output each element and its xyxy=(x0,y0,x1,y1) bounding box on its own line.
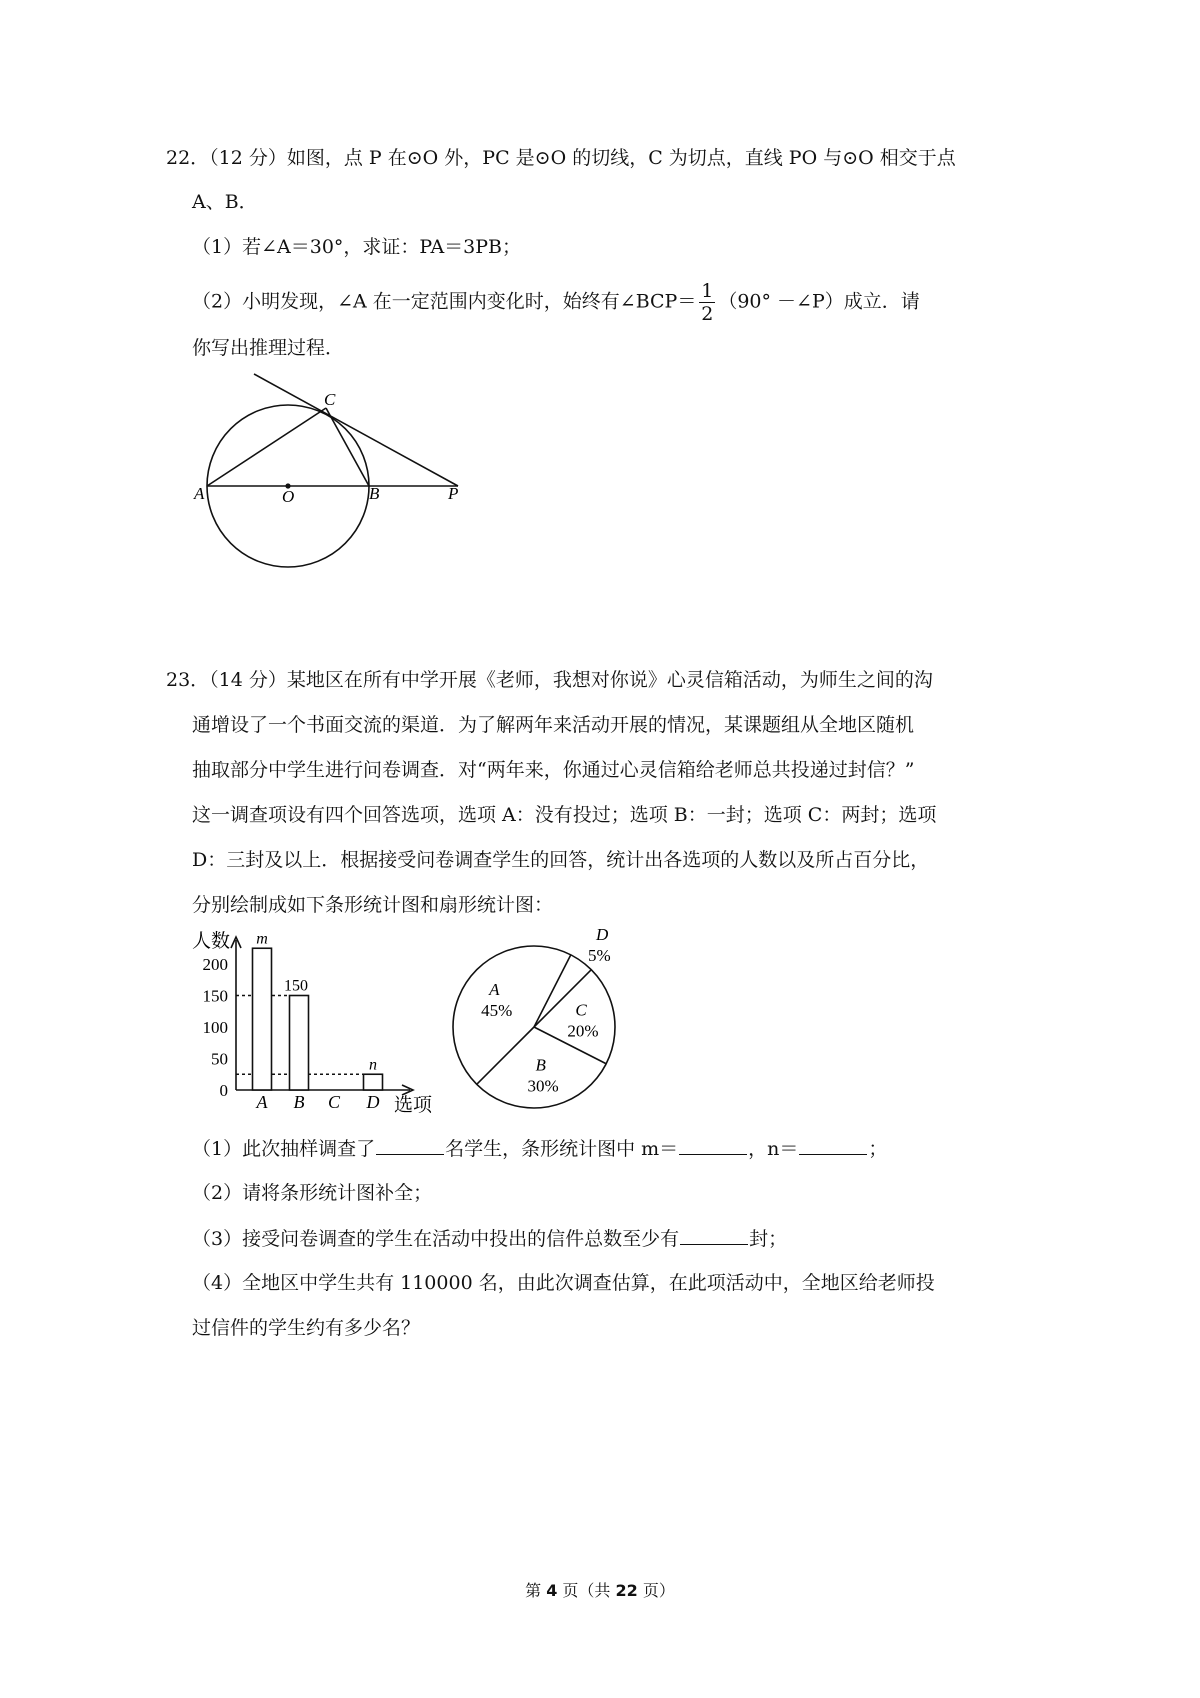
bar-chart-xlabel: 选项 xyxy=(394,1095,433,1116)
pie-layer xyxy=(453,925,615,1108)
q23-line: 这一调查项设有四个回答选项，选项 A：没有投过；选项 B：一封；选项 C：两封；选项 xyxy=(192,804,937,826)
q23-sub2: （2）请将条形统计图补全； xyxy=(192,1182,433,1204)
footer-pre: 第 xyxy=(525,1581,547,1600)
q23-sub1 xyxy=(192,1136,887,1161)
q23-sub1-d: ； xyxy=(868,1138,888,1160)
q23-line: D：三封及以上．根据接受问卷调查学生的回答，统计出各选项的人数以及所占百分比， xyxy=(192,849,930,871)
pie-percent-label: 5% xyxy=(588,946,611,965)
fraction-numerator: 1 xyxy=(701,280,714,302)
x-tick-label: D xyxy=(366,1092,380,1112)
y-tick-label: 150 xyxy=(202,986,228,1006)
label-c: C xyxy=(324,390,336,409)
y-tick-label: 200 xyxy=(202,955,228,974)
q22-part2-last: 你写出推理过程． xyxy=(192,337,345,359)
q23-sub1-a: （1）此次抽样调查了 xyxy=(192,1138,376,1160)
q22-part1: （1）若∠A＝30°，求证：PA＝3PB； xyxy=(192,236,522,258)
label-o: O xyxy=(282,487,295,506)
q23-line: 抽取部分中学生进行问卷调查．对“两年来，你通过心灵信箱给老师总共投递过封信？” xyxy=(192,759,915,781)
x-tick-label: A xyxy=(256,1092,268,1112)
bar-chart-ylabel: 人数 xyxy=(192,931,231,952)
q23-sub3-b: 封； xyxy=(749,1228,788,1250)
q23-sub1-c: ，n＝ xyxy=(748,1138,799,1160)
bar-value-label: n xyxy=(369,1056,377,1074)
y-tick-label: 0 xyxy=(219,1081,228,1100)
q23-line: 通增设了一个书面交流的渠道．为了解两年来活动开展的情况，某课题组从全地区随机 xyxy=(192,714,915,736)
x-tick-label: B xyxy=(293,1092,305,1112)
q22-part2-post: （90° －∠P）成立．请 xyxy=(718,290,920,313)
pie-category-label: D xyxy=(596,925,609,944)
label-a: A xyxy=(194,484,205,503)
q23-sub1-b: 名学生，条形统计图中 m＝ xyxy=(445,1138,679,1160)
page-footer xyxy=(0,1578,1200,1601)
y-tick-label: 50 xyxy=(211,1049,228,1069)
pie-percent-label: 20% xyxy=(567,1021,599,1041)
answer-blank-n[interactable] xyxy=(799,1136,867,1155)
footer-post: 页） xyxy=(637,1581,675,1600)
pie-divider xyxy=(534,955,571,1027)
label-p: P xyxy=(448,484,459,503)
q23-sub4: （4）全地区中学生共有 110000 名，由此次调查估算，在此项活动中，全地区给老师投 xyxy=(192,1272,935,1294)
pie-divider xyxy=(477,1027,534,1084)
fraction-denominator: 2 xyxy=(701,303,714,325)
q23-sub3 xyxy=(192,1226,787,1251)
pie-category-label: C xyxy=(575,1000,587,1020)
pie-percent-label: 30% xyxy=(527,1076,559,1096)
bar-value-label: m xyxy=(256,930,268,948)
q22-part2-pre: （2）小明发现，∠A 在一定范围内变化时，始终有∠BCP＝ xyxy=(192,290,697,313)
q22-line2: A、B． xyxy=(192,191,258,213)
footer-page-number: 4 xyxy=(546,1581,558,1600)
q22-line1: 22．（12 分）如图，点 P 在⊙O 外，PC 是⊙O 的切线，C 为切点，直线 PO 与⊙O 相交于点 xyxy=(166,147,956,169)
footer-mid: 页（共 xyxy=(557,1581,616,1600)
answer-blank-m[interactable] xyxy=(679,1136,747,1155)
pie-category-label: B xyxy=(535,1055,546,1075)
footer-total-pages: 22 xyxy=(615,1581,638,1600)
q23-sub4-cont: 过信件的学生约有多少名？ xyxy=(192,1317,421,1339)
x-tick-label: C xyxy=(327,1092,341,1112)
q23-line: 分别绘制成如下条形统计图和扇形统计图： xyxy=(192,894,554,916)
answer-blank-letters[interactable] xyxy=(680,1226,748,1245)
answer-blank-total[interactable] xyxy=(376,1136,444,1155)
bar-value-label: 150 xyxy=(284,977,308,995)
label-b: B xyxy=(369,484,380,503)
q23-sub3-a: （3）接受问卷调查的学生在活动中投出的信件总数至少有 xyxy=(192,1228,680,1250)
q23-line: 23．（14 分）某地区在所有中学开展《老师，我想对你说》心灵信箱活动，为师生之间的沟 xyxy=(166,669,933,691)
pie-category-label: A xyxy=(489,979,500,999)
pie-percent-label: 45% xyxy=(481,1000,513,1020)
y-tick-label: 100 xyxy=(202,1018,228,1037)
